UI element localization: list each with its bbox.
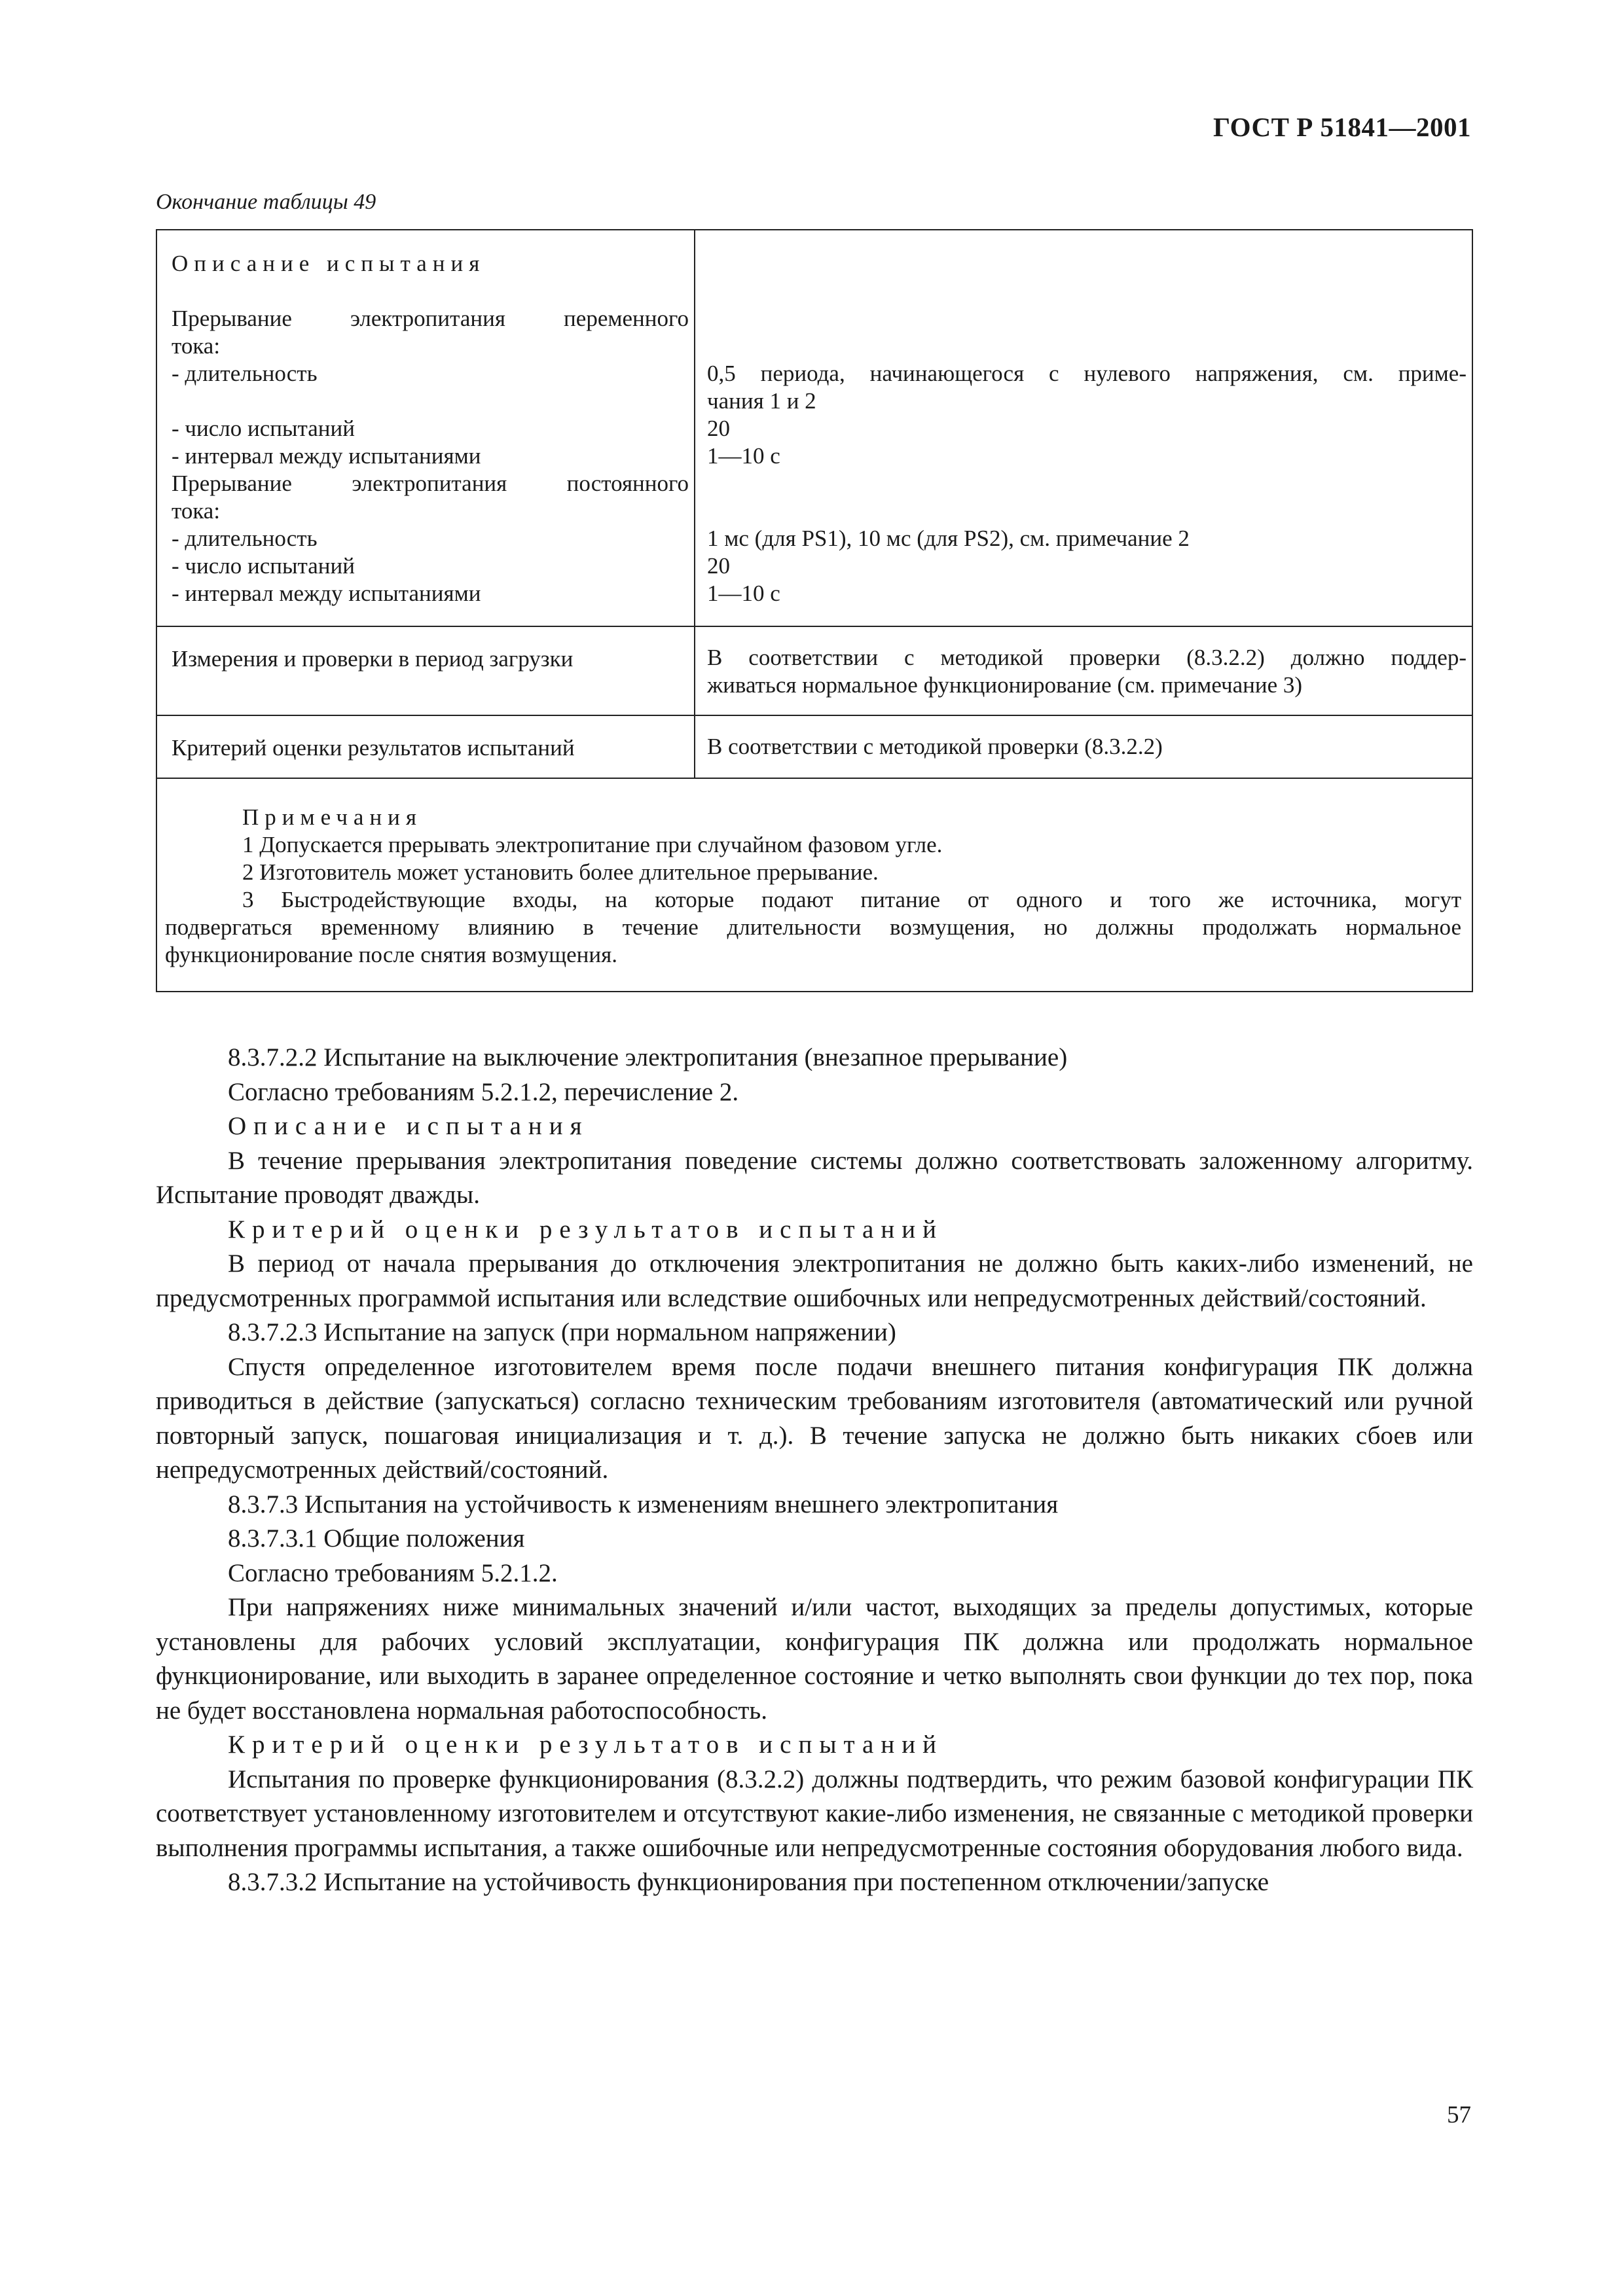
clause-8-3-7-2-2: 8.3.7.2.2 Испытание на выключение электропитания (внезапное прерывание) xyxy=(228,1043,1068,1071)
paragraph: В период от начала прерывания до отключения электропитания не должно быть каких-либо изменений, не предусмотренных программой испытания или вследствие ошибочных или непредусмотренных действий/состояний. xyxy=(156,1249,1473,1312)
description-heading: Описание испытания xyxy=(172,251,486,276)
ac-duration-label: - длительность xyxy=(172,361,318,386)
paragraph: Испытания по проверке функционирования (8.3.2.2) должны подтвердить, что режим базовой конфигурации ПК соответствует установленному изготовителем и отсутствуют какие-либо изменения, не связанные с методикой проверки выполнения программы испытания, а также ошибочные или непредусмотренные состояния оборудования любого вида. xyxy=(156,1765,1473,1862)
note-3: 3 Быстродействующие входы, на которые подают питание от одного и того же источника, могут xyxy=(242,887,1461,912)
ac-interrupt-label-cont: тока: xyxy=(172,333,221,359)
note-3-cont: подвергаться временному влиянию в течение длительности возмущения, но должны продолжать нормальное xyxy=(165,914,1461,940)
criteria-value: В соответствии с методикой проверки (8.3.2.2) xyxy=(707,734,1163,759)
paragraph: Согласно требованиям 5.2.1.2, перечисление 2. xyxy=(228,1077,739,1106)
note-3-end: функционирование после снятия возмущения. xyxy=(165,942,617,967)
dc-count-label: - число испытаний xyxy=(172,553,355,579)
ac-interrupt-label: Прерывание электропитания переменного xyxy=(172,306,689,331)
body-text xyxy=(156,1041,1473,1900)
paragraph: Согласно требованиям 5.2.1.2. xyxy=(228,1558,558,1587)
dc-duration-value: 1 мс (для PS1), 10 мс (для PS2), см. примечание 2 xyxy=(707,526,1190,551)
dc-duration-label: - длительность xyxy=(172,526,318,551)
page-number: 57 xyxy=(1447,2102,1471,2128)
ac-count-value: 20 xyxy=(707,416,730,441)
note-2: 2 Изготовитель может установить более длительное прерывание. xyxy=(242,859,879,885)
dc-count-value: 20 xyxy=(707,553,730,579)
document-header: ГОСТ Р 51841—2001 xyxy=(1213,112,1471,142)
dc-interrupt-label: Прерывание электропитания постоянного xyxy=(172,471,689,496)
ac-duration-value-cont: чания 1 и 2 xyxy=(707,388,816,414)
paragraph: При напряжениях ниже минимальных значений и/или частот, выходящих за пределы допустимых, которые установлены для рабочих условий эксплуатации, конфигурация ПК должна или продолжать нормальное функционирование, или выходить в заранее определенное состояние и четко выполнять свои функции до тех пор, пока не будет восстановлена нормальная работоспособность. xyxy=(156,1593,1473,1725)
table-row-criteria xyxy=(156,715,1472,778)
dc-interrupt-label-cont: тока: xyxy=(172,498,221,524)
table-row-description xyxy=(156,230,1472,626)
ac-interval-label: - интервал между испытаниями xyxy=(172,443,481,469)
ac-count-label: - число испытаний xyxy=(172,416,355,441)
clause-8-3-7-3: 8.3.7.3 Испытания на устойчивость к изменениям внешнего электропитания xyxy=(228,1490,1059,1518)
paragraph: В течение прерывания электропитания поведение системы должно соответствовать заложенному алгоритму. Испытание проводят дважды. xyxy=(156,1146,1473,1209)
dc-interval-value: 1—10 с xyxy=(707,581,780,606)
criteria-label: Критерий оценки результатов испытаний xyxy=(172,735,575,761)
test-parameters-table xyxy=(156,229,1473,992)
table-row-measurements xyxy=(156,626,1472,715)
clause-8-3-7-2-3: 8.3.7.2.3 Испытание на запуск (при нормальном напряжении) xyxy=(228,1318,896,1346)
measurements-value-cont: живаться нормальное функционирование (см. примечание 3) xyxy=(707,672,1303,698)
dc-interval-label: - интервал между испытаниями xyxy=(172,581,481,606)
measurements-label: Измерения и проверки в период загрузки xyxy=(172,646,574,672)
measurements-value: В соответствии с методикой проверки (8.3.2.2) должно поддер- xyxy=(707,645,1467,670)
notes-heading: Примечания xyxy=(242,804,423,830)
clause-8-3-7-3-2: 8.3.7.3.2 Испытание на устойчивость функционирования при постепенном отключении/запуске xyxy=(228,1868,1269,1896)
section-heading-description: Описание испытания xyxy=(228,1112,589,1140)
table-row-notes xyxy=(156,778,1472,992)
ac-duration-value: 0,5 периода, начинающегося с нулевого напряжения, см. приме- xyxy=(707,361,1467,386)
section-heading-criteria: Критерий оценки результатов испытаний xyxy=(228,1215,943,1244)
note-1: 1 Допускается прерывать электропитание при случайном фазовом угле. xyxy=(242,832,943,857)
paragraph: Спустя определенное изготовителем время после подачи внешнего питания конфигурация ПК должна приводиться в действие (запускаться) согласно техническим требованиям изготовителя (автоматический или ручной повторный запуск, пошаговая инициализация и т. д.). В течение запуска не должно быть никаких сбоев или непредусмотренных действий/состояний. xyxy=(156,1352,1473,1484)
table-caption: Окончание таблицы 49 xyxy=(156,190,376,214)
ac-interval-value: 1—10 с xyxy=(707,443,780,469)
section-heading-criteria: Критерий оценки результатов испытаний xyxy=(228,1731,943,1759)
clause-8-3-7-3-1: 8.3.7.3.1 Общие положения xyxy=(228,1524,525,1552)
